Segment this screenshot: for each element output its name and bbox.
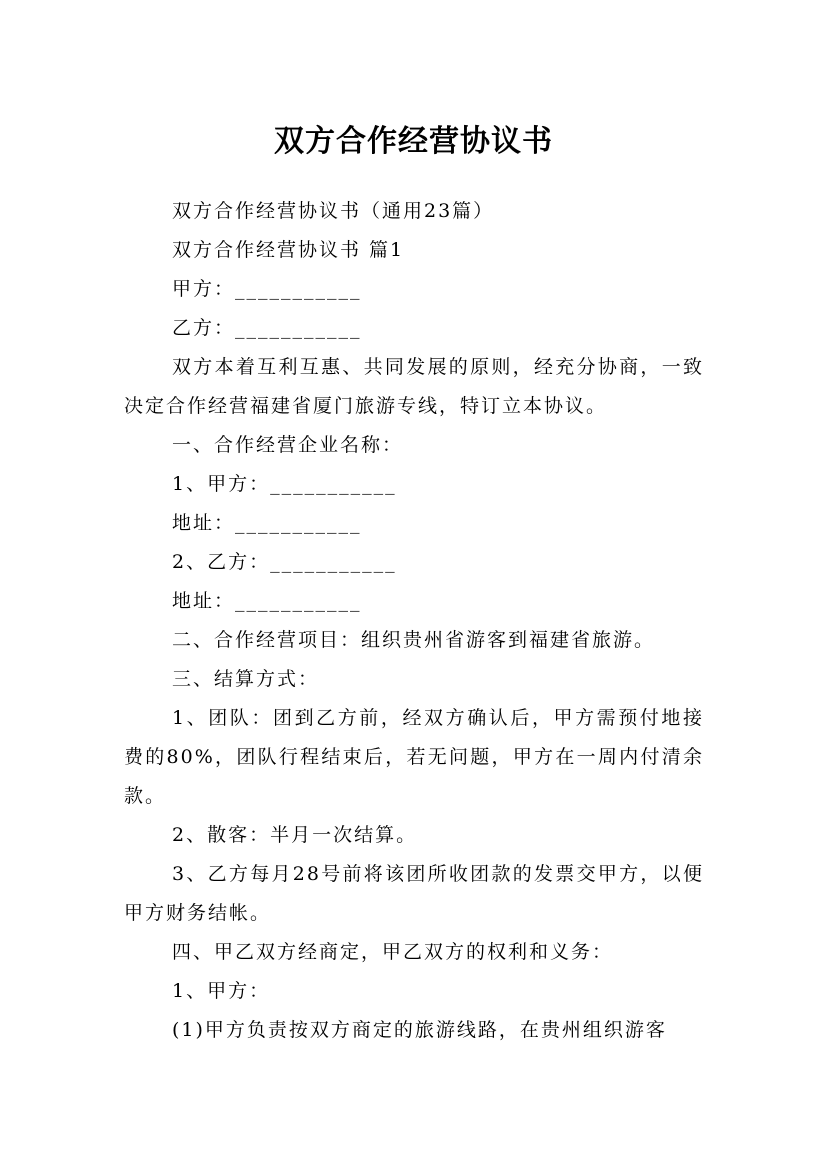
paragraph: 四、甲乙双方经商定，甲乙双方的权利和义务： [172,941,614,963]
document-title: 双方合作经营协议书 [274,124,553,160]
paragraph: 乙方：___________ [172,317,362,339]
paragraph: 双方本着互利互惠、共同发展的原则，经充分协商，一致决定合作经营福建省厦门旅游专线，特订立本协议。 [124,356,704,417]
paragraph: 2、散客：半月一次结算。 [172,824,418,846]
paragraph: 地址：___________ [172,590,362,612]
paragraph: 二、合作经营项目：组织贵州省游客到福建省旅游。 [172,629,656,651]
paragraph: (1)甲方负责按双方商定的旅游线路，在贵州组织游客 [172,1019,667,1041]
paragraph: 甲方：___________ [172,278,362,300]
paragraph: 三、结算方式： [172,668,320,690]
paragraph: 1、甲方：___________ [172,473,397,495]
document-body [124,192,704,1050]
paragraph: 1、甲方： [172,980,271,1002]
paragraph: 双方合作经营协议书（通用23篇） [172,200,495,222]
paragraph: 2、乙方：___________ [172,551,397,573]
paragraph: 3、乙方每月28号前将该团所收团款的发票交甲方，以便甲方财务结帐。 [124,863,704,924]
paragraph: 地址：___________ [172,512,362,534]
paragraph: 一、合作经营企业名称： [172,434,404,456]
paragraph: 1、团队：团到乙方前，经双方确认后，甲方需预付地接费的80%，团队行程结束后，若无问题，甲方在一周内付清余款。 [124,707,704,807]
paragraph: 双方合作经营协议书 篇1 [172,239,405,261]
